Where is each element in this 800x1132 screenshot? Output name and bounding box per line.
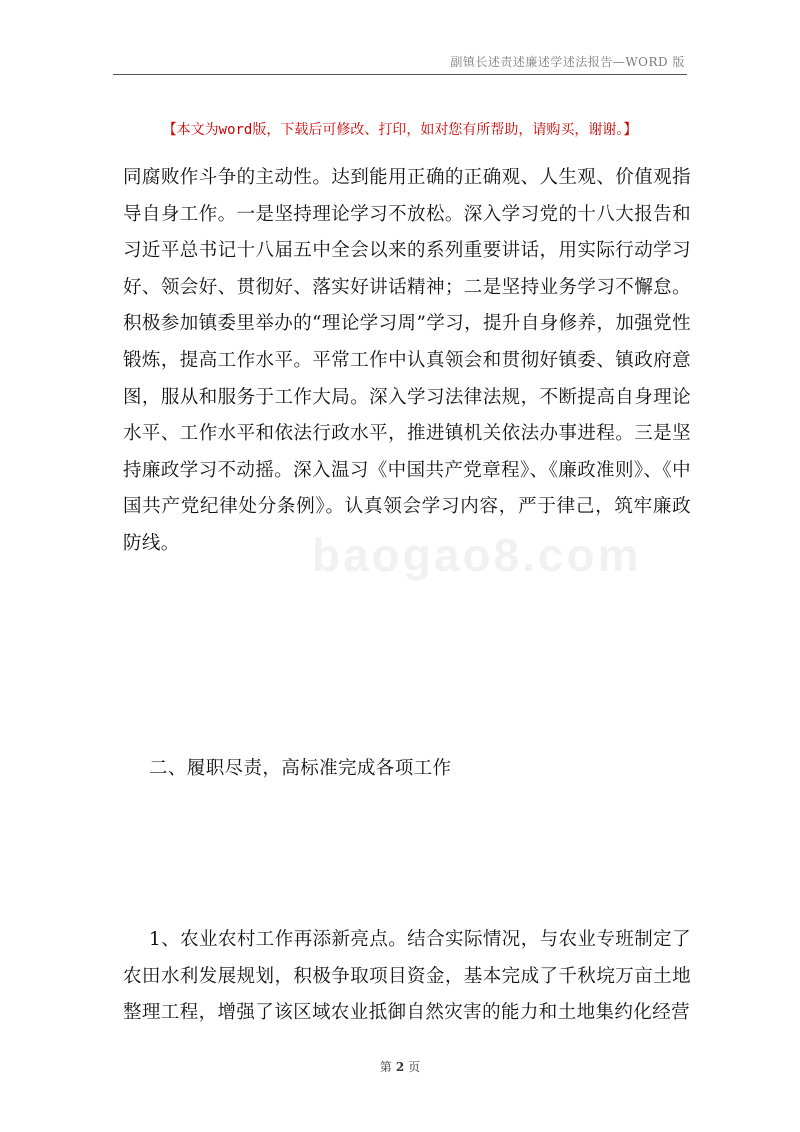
watermark: baogao8.com	[312, 529, 642, 581]
header-title: 副镇长述责述廉述学述法报告—WORD 版	[450, 55, 685, 69]
page-footer	[0, 1058, 800, 1075]
download-notice: 【本文为word版，下载后可修改、打印，如对您有所帮助，请购买，谢谢。】	[162, 122, 638, 138]
footer-suffix: 页	[408, 1060, 421, 1074]
page-number: 2	[395, 1060, 405, 1074]
footer-prefix: 第	[379, 1060, 392, 1074]
section-heading: 二、履职尽责，高标准完成各项工作	[149, 758, 452, 779]
page-header	[113, 50, 687, 75]
body-paragraph: 同腐败作斗争的主动性。达到能用正确的正确观、人生观、价值观指导自身工作。一是坚持理论学习不放松。深入学习党的十八大报告和习近平总书记十八届五中全会以来的系列重要讲话，用实际行动学习好、领会好、贯彻好、落实好讲话精神；二是坚持业务学习不懈怠。积极参加镇委里举办的“理论学习周”学习，提升自身修养，加强党性锻炼，提高工作水平。平常工作中认真领会和贯彻好镇委、镇政府意图，服从和服务于工作大局。深入学习法律法规，不断提高自身理论水平、工作水平和依法行政水平，推进镇机关依法办事进程。三是坚持廉政学习不动摇。深入温习《中国共产党章程》、《廉政准则》、《中国共产党纪律处分条例》。认真领会学习内容，严于律己，筑牢廉政防线。	[123, 167, 691, 554]
body-paragraph: 1、农业农村工作再添新亮点。结合实际情况，与农业专班制定了农田水利发展规划，积极争取项目资金，基本完成了千秋垸万亩土地整理工程，增强了该区域农业抵御自然灾害的能力和土地集约化经营	[123, 929, 691, 1024]
